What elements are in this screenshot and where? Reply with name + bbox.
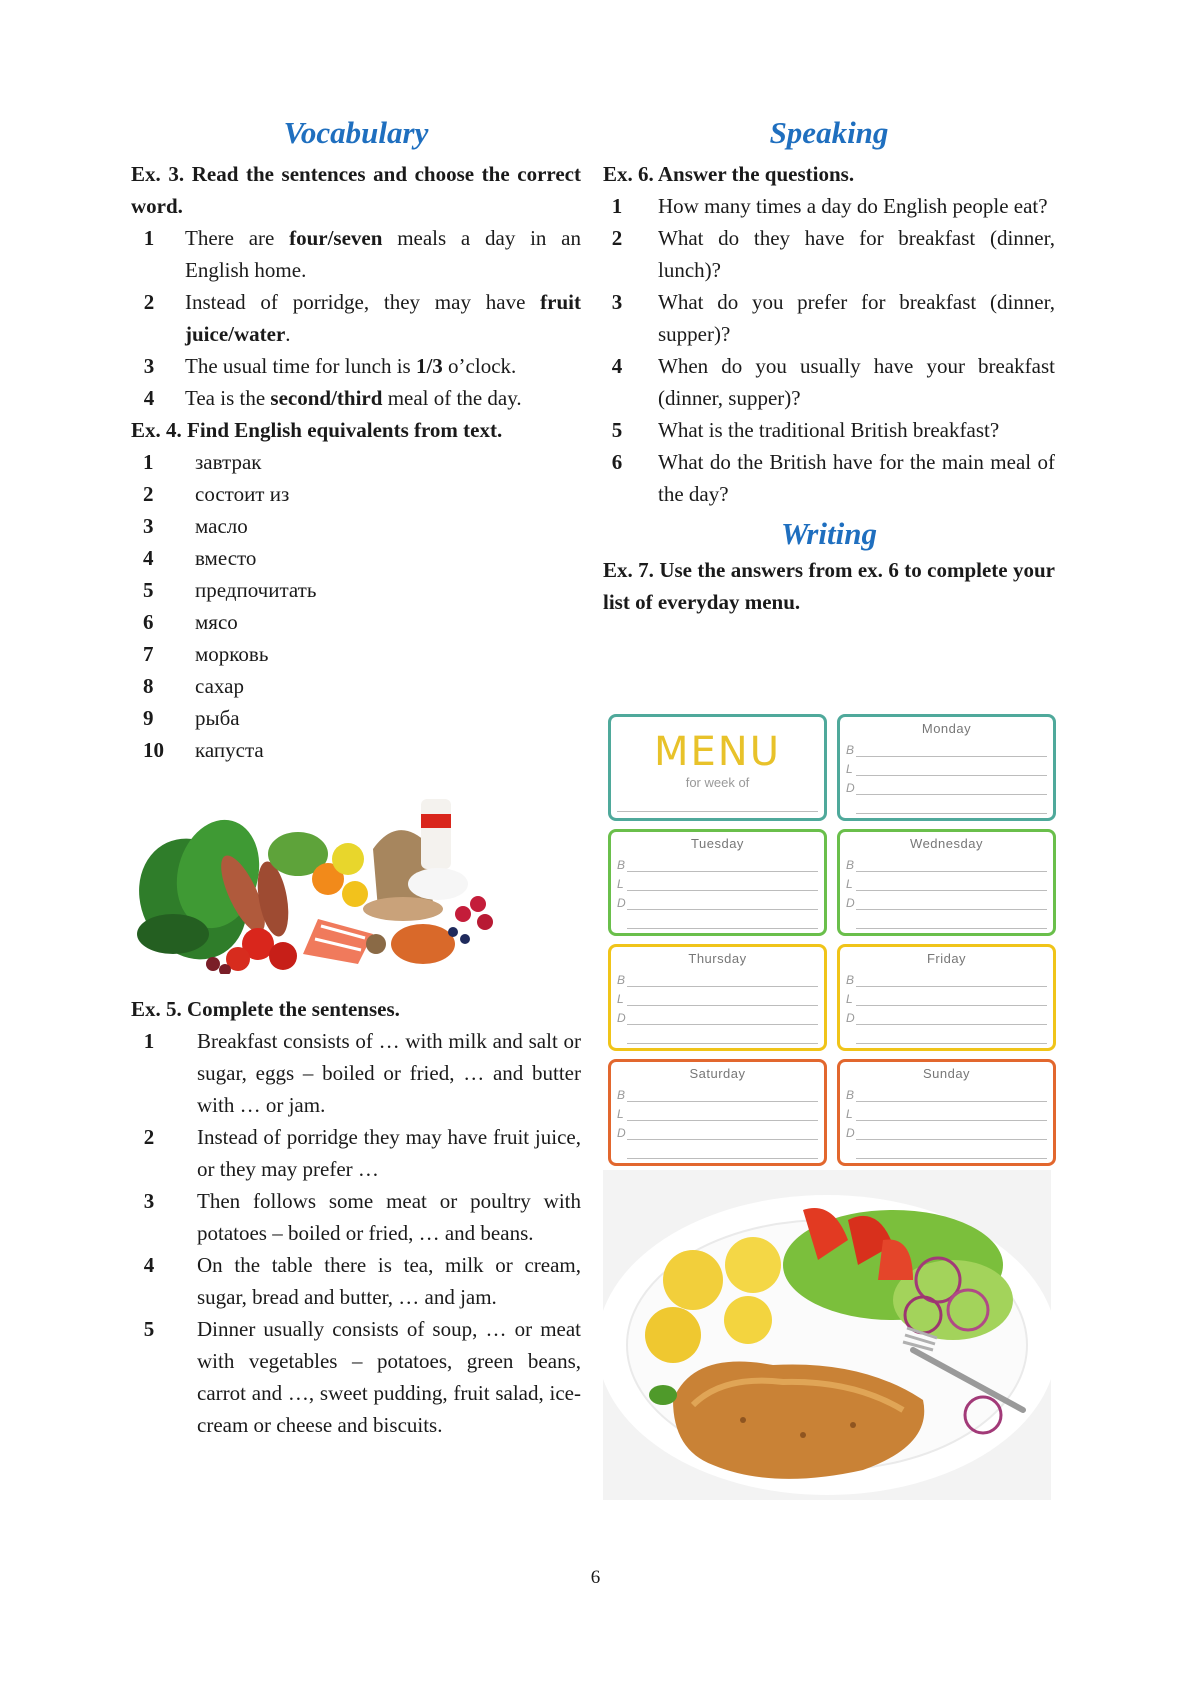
meal-write-line[interactable] — [856, 757, 1047, 776]
meal-letter: L — [846, 992, 853, 1006]
list-item — [131, 446, 581, 478]
meal-write-line[interactable] — [856, 987, 1047, 1006]
meal-letter: D — [617, 1011, 626, 1025]
menu-day-name: Sunday — [922, 1066, 971, 1081]
item-number: 6 — [143, 610, 154, 634]
list-item — [131, 670, 581, 702]
ex5-list — [131, 1025, 581, 1441]
meal-write-line[interactable] — [627, 853, 818, 872]
item-text: рыба — [195, 706, 240, 730]
list-item — [131, 510, 581, 542]
list-item — [131, 286, 581, 350]
meal-letter: L — [846, 762, 853, 776]
meal-letter: B — [846, 973, 855, 987]
meal-write-line[interactable] — [856, 853, 1047, 872]
meal-write-line[interactable] — [627, 987, 818, 1006]
item-text: . — [285, 322, 291, 346]
list-item — [131, 734, 581, 766]
meal-write-line[interactable] — [856, 1121, 1047, 1140]
list-item — [131, 350, 581, 382]
page-number: 6 — [590, 1567, 601, 1588]
ex3-heading: Ex. 3. Read the sentences and choose the correct word. — [131, 162, 581, 218]
item-number: 5 — [611, 418, 623, 442]
meal-write-line[interactable] — [627, 910, 818, 929]
choice-text: four/seven — [289, 226, 383, 250]
item-text: Breakfast consists of … with milk and salt or sugar, eggs – boiled or fried, … and butter with … or jam. — [197, 1029, 581, 1117]
menu-extra-line[interactable] — [846, 1140, 1047, 1159]
meal-write-line[interactable] — [856, 891, 1047, 910]
meal-letter: D — [846, 1011, 855, 1025]
menu-title-card — [608, 714, 827, 821]
meal-write-line[interactable] — [627, 1140, 818, 1159]
choice-text: fruit juice/water — [185, 290, 581, 346]
item-text: How many times a day do English people eat? — [658, 194, 1048, 218]
meal-write-line[interactable] — [856, 872, 1047, 891]
item-number: 3 — [143, 1189, 155, 1213]
meal-write-line[interactable] — [856, 738, 1047, 757]
meal-write-line[interactable] — [627, 872, 818, 891]
writing-title: Writing — [781, 516, 877, 551]
list-item — [603, 286, 1055, 350]
list-item — [131, 1185, 581, 1249]
item-number: 2 — [143, 1125, 155, 1149]
item-number: 1 — [143, 450, 154, 474]
list-item — [131, 1025, 581, 1121]
meal-letter: D — [617, 1126, 626, 1140]
ex4-heading: Ex. 4. Find English equivalents from text. — [131, 418, 503, 442]
left-column — [131, 108, 581, 1441]
list-item — [131, 478, 581, 510]
meal-write-line[interactable] — [627, 1102, 818, 1121]
item-text: meals a day in an English home. — [185, 226, 581, 282]
meal-write-line[interactable] — [627, 968, 818, 987]
menu-title: MENU — [654, 729, 781, 775]
list-item — [603, 414, 1055, 446]
list-item — [131, 542, 581, 574]
menu-meal-row — [617, 1083, 818, 1102]
vocabulary-title: Vocabulary — [283, 115, 429, 150]
item-text: Dinner usually consists of soup, … or meat with vegetables – potatoes, green beans, carrot and …, sweet pudding, fruit salad, ice-cream or cheese and biscuits. — [197, 1317, 581, 1437]
meal-letter: D — [846, 781, 855, 795]
meal-letter: D — [846, 896, 855, 910]
item-number: 3 — [143, 514, 154, 538]
meal-write-line[interactable] — [856, 1083, 1047, 1102]
meal-letter: L — [846, 1107, 853, 1121]
meal-letter: B — [846, 743, 855, 757]
item-number: 2 — [143, 290, 155, 314]
menu-meal-row — [846, 891, 1047, 910]
menu-day-name: Friday — [926, 951, 967, 966]
menu-extra-line[interactable] — [617, 1025, 818, 1044]
right-column — [603, 108, 1055, 618]
item-text: Instead of porridge they may have fruit juice, or they may prefer … — [197, 1125, 581, 1181]
item-number: 1 — [611, 194, 623, 218]
item-text: What do the British have for the main meal of the day? — [658, 450, 1055, 506]
menu-meal-row — [846, 968, 1047, 987]
item-text: масло — [195, 514, 248, 538]
meal-write-line[interactable] — [856, 795, 1047, 814]
item-number: 9 — [143, 706, 154, 730]
menu-day-card — [837, 714, 1056, 821]
item-text: What is the traditional British breakfast? — [658, 418, 1000, 442]
ex6-heading: Ex. 6. Answer the questions. — [603, 162, 855, 186]
item-text: вместо — [195, 546, 257, 570]
menu-meal-row — [846, 853, 1047, 872]
list-item — [603, 350, 1055, 414]
item-text: When do you usually have your breakfast (dinner, supper)? — [658, 354, 1055, 410]
list-item — [131, 222, 581, 286]
menu-meal-row — [846, 776, 1047, 795]
item-text: What do you prefer for breakfast (dinner, supper)? — [658, 290, 1055, 346]
ex7-heading: Ex. 7. Use the answers from ex. 6 to complete your list of everyday menu. — [603, 558, 1055, 614]
item-number: 4 — [143, 386, 155, 410]
list-item — [131, 702, 581, 734]
item-text: сахар — [195, 674, 244, 698]
item-number: 4 — [143, 546, 154, 570]
item-number: 3 — [143, 354, 155, 378]
item-number: 2 — [143, 482, 154, 506]
item-text: There are — [185, 226, 290, 250]
meal-write-line[interactable] — [627, 891, 818, 910]
item-text: завтрак — [195, 450, 262, 474]
menu-meal-row — [617, 891, 818, 910]
list-item — [603, 190, 1055, 222]
meal-write-line[interactable] — [856, 1140, 1047, 1159]
meal-write-line[interactable] — [627, 1025, 818, 1044]
menu-meal-row — [846, 1102, 1047, 1121]
menu-day-card — [608, 944, 827, 1051]
menu-meal-row — [846, 757, 1047, 776]
ex4-list — [131, 446, 581, 766]
list-item — [131, 1121, 581, 1185]
menu-meal-row — [617, 1102, 818, 1121]
menu-meal-row — [846, 1121, 1047, 1140]
choice-text: second/third — [270, 386, 383, 410]
meal-write-line[interactable] — [856, 910, 1047, 929]
meal-write-line[interactable] — [627, 1121, 818, 1140]
item-text: Instead of porridge, they may have — [185, 290, 541, 314]
week-of-line[interactable] — [617, 811, 818, 812]
menu-meal-row — [617, 987, 818, 1006]
list-item — [131, 1313, 581, 1441]
ex6-list — [603, 190, 1055, 510]
item-text: состоит из — [195, 482, 290, 506]
menu-extra-line[interactable] — [617, 1140, 818, 1159]
meal-letter: D — [617, 896, 626, 910]
menu-meal-row — [617, 1006, 818, 1025]
menu-extra-line[interactable] — [846, 1025, 1047, 1044]
item-number: 4 — [143, 1253, 155, 1277]
meal-write-line[interactable] — [856, 1006, 1047, 1025]
meal-letter: L — [846, 877, 853, 891]
item-text: Then follows some meat or poultry with potatoes – boiled or fried, … and beans. — [197, 1189, 581, 1245]
meal-letter: B — [617, 973, 626, 987]
menu-meal-row — [846, 872, 1047, 891]
meal-letter: L — [617, 877, 624, 891]
menu-meal-row — [617, 968, 818, 987]
item-number: 1 — [143, 1029, 155, 1053]
item-number: 5 — [143, 578, 154, 602]
menu-extra-line[interactable] — [617, 910, 818, 929]
menu-day-card — [608, 829, 827, 936]
weekly-menu-planner — [608, 714, 1056, 1140]
item-number: 2 — [611, 226, 623, 250]
menu-meal-row — [846, 738, 1047, 757]
item-number: 3 — [611, 290, 623, 314]
meal-letter: B — [617, 858, 626, 872]
menu-subtitle: for week of — [685, 775, 750, 790]
item-text: Tea is the — [185, 386, 271, 410]
menu-meal-row — [846, 1006, 1047, 1025]
menu-meal-row — [846, 1083, 1047, 1102]
meal-write-line[interactable] — [856, 776, 1047, 795]
menu-day-name: Thursday — [688, 951, 747, 966]
list-item — [603, 446, 1055, 510]
list-item — [131, 606, 581, 638]
item-text: мясо — [195, 610, 238, 634]
list-item — [603, 222, 1055, 286]
meal-write-line[interactable] — [856, 1025, 1047, 1044]
menu-meal-row — [617, 1121, 818, 1140]
item-text: o’clock. — [442, 354, 517, 378]
item-text: The usual time for lunch is — [185, 354, 416, 378]
item-text: капуста — [195, 738, 264, 762]
healthy-food-image — [133, 784, 513, 974]
item-text: предпочитать — [195, 578, 317, 602]
meal-letter: B — [846, 1088, 855, 1102]
menu-day-card — [837, 829, 1056, 936]
menu-extra-line[interactable] — [846, 910, 1047, 929]
list-item — [131, 638, 581, 670]
ex5-heading: Ex. 5. Complete the sentenses. — [131, 997, 400, 1021]
item-text: meal of the day. — [382, 386, 522, 410]
choice-text: 1/3 — [415, 354, 443, 378]
meal-letter: L — [617, 1107, 624, 1121]
menu-extra-line[interactable] — [846, 795, 1047, 814]
meal-write-line[interactable] — [856, 1102, 1047, 1121]
item-text: What do they have for breakfast (dinner, lunch)? — [658, 226, 1055, 282]
menu-meal-row — [617, 872, 818, 891]
menu-day-name: Monday — [921, 721, 972, 736]
item-number: 1 — [143, 226, 155, 250]
meal-letter: B — [617, 1088, 626, 1102]
item-number: 4 — [611, 354, 623, 378]
item-number: 5 — [143, 1317, 155, 1341]
item-text: морковь — [195, 642, 269, 666]
meal-letter: L — [617, 992, 624, 1006]
menu-meal-row — [846, 987, 1047, 1006]
item-number: 10 — [143, 738, 164, 762]
menu-day-card — [837, 1059, 1056, 1166]
meal-write-line[interactable] — [627, 1006, 818, 1025]
list-item — [131, 574, 581, 606]
meal-letter: B — [846, 858, 855, 872]
item-text: On the table there is tea, milk or cream, sugar, bread and butter, … and jam. — [197, 1253, 581, 1309]
menu-day-name: Wednesday — [910, 836, 983, 851]
meal-write-line[interactable] — [856, 968, 1047, 987]
list-item — [131, 382, 581, 414]
menu-day-name: Tuesday — [691, 836, 744, 851]
speaking-title: Speaking — [769, 115, 889, 150]
menu-meal-row — [617, 853, 818, 872]
menu-day-card — [608, 1059, 827, 1166]
meal-write-line[interactable] — [627, 1083, 818, 1102]
menu-day-card — [837, 944, 1056, 1051]
item-number: 8 — [143, 674, 154, 698]
item-number: 6 — [611, 450, 623, 474]
meal-letter: D — [846, 1126, 855, 1140]
list-item — [131, 1249, 581, 1313]
ex3-list — [131, 222, 581, 414]
item-number: 7 — [143, 642, 154, 666]
menu-day-name: Saturday — [689, 1066, 746, 1081]
schnitzel-dish-image — [603, 1170, 1051, 1500]
